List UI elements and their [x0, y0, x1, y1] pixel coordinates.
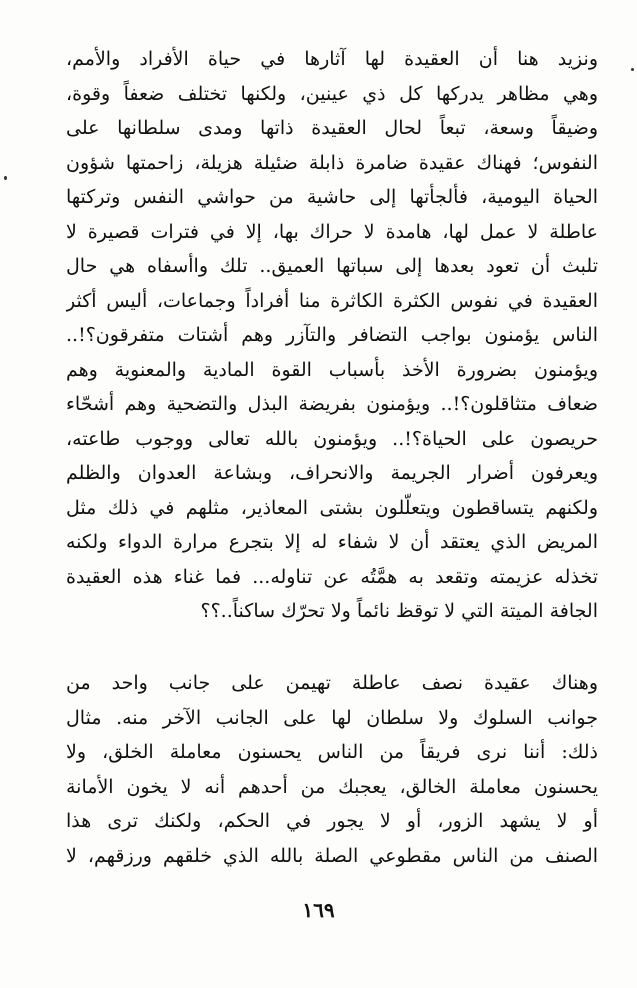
paragraph-2 — [66, 666, 598, 873]
text-line: النفوس؛ فهناك عقيدة ضامرة ذابلة ضئيلة هزيلة، زاحمتها شؤون — [66, 151, 598, 174]
page-number: ١٦٩ — [302, 898, 335, 922]
text-line: المريض الذي يعتقد أن لا شفاء له إلا بتجرع مرارة الدواء ولكنه — [66, 531, 598, 553]
text-line: عاطلة لا عمل لها، هامدة لا حراك بها، إلا في فترات قصيرة لا — [66, 220, 598, 243]
text-line: تلبث أن تعود بعدها إلى سباتها العميق.. تلك واأسفاه هي حال — [66, 255, 598, 277]
text-line: الحياة اليومية، فألجأتها إلى حاشية من حواشي النفس وتركتها — [66, 186, 598, 208]
text-line: جوانب السلوك ولا سلطان لها على الجانب الآخر منه. مثال — [66, 706, 598, 729]
text-line: ضعاف متثاقلون؟!.. ويؤمنون بفريضة البذل والتضحية وهم أشحّاء — [66, 393, 598, 415]
text-line: وضيقاً وسعة، تبعاً لحال العقيدة ذاتها ومدى سلطانها على — [66, 117, 598, 139]
text-line: ويعرفون أضرار الجريمة والانحراف، وبشاعة العدوان والظلم — [66, 462, 598, 484]
text-line: وهناك عقيدة نصف عاطلة تهيمن على جانب واحد من — [66, 672, 598, 694]
text-line: تخذله عزيمته وتقعد به همَّتُه عن تناوله... فما غناء هذه العقيدة — [66, 565, 598, 588]
scan-speck — [4, 176, 7, 180]
scan-speck — [631, 68, 634, 71]
text-line: الصنف من الناس مقطوعي الصلة بالله الذي خلقهم ورزقهم، لا — [66, 844, 598, 867]
text-line: الناس يؤمنون بواجب التضافر والتآزر وهم أشتات متفرقون؟!.. — [66, 324, 598, 346]
paragraph-1 — [66, 42, 598, 629]
text-line: وهي مظاهر يدركها كل ذي عينين، ولكنها تختلف ضعفاً وقوة، — [66, 82, 598, 105]
text-line: ويؤمنون بضرورة الأخذ بأسباب القوة المادية والمعنوية وهم — [66, 358, 598, 381]
text-line: أو لا يشهد الزور، أو لا يجور في الحكم، ولكنك ترى هذا — [66, 810, 598, 832]
text-line: ذلك: أننا نرى فريقاً من الناس يحسنون معاملة الخلق، ولا — [66, 741, 598, 763]
text-line: حريصون على الحياة؟!.. ويؤمنون بالله تعالى ووجوب طاعته، — [66, 427, 598, 450]
text-line: ولكنهم يتساقطون ويتعلّلون بشتى المعاذير، مثلهم في ذلك مثل — [66, 496, 598, 519]
text-line: الجافة الميتة التي لا توقظ نائماً ولا تحرّك ساكناً..؟؟ — [200, 600, 598, 622]
text-line: ونزيد هنا أن العقيدة لها آثارها في حياة الأفراد والأمم، — [66, 48, 598, 70]
text-line: يحسنون معاملة الخالق، يعجبك من أحدهم أنه لا يخون الأمانة — [66, 775, 598, 798]
text-line: العقيدة في نفوس الكثرة الكاثرة منا أفراداً وجماعات، أليس أكثر — [66, 289, 598, 312]
